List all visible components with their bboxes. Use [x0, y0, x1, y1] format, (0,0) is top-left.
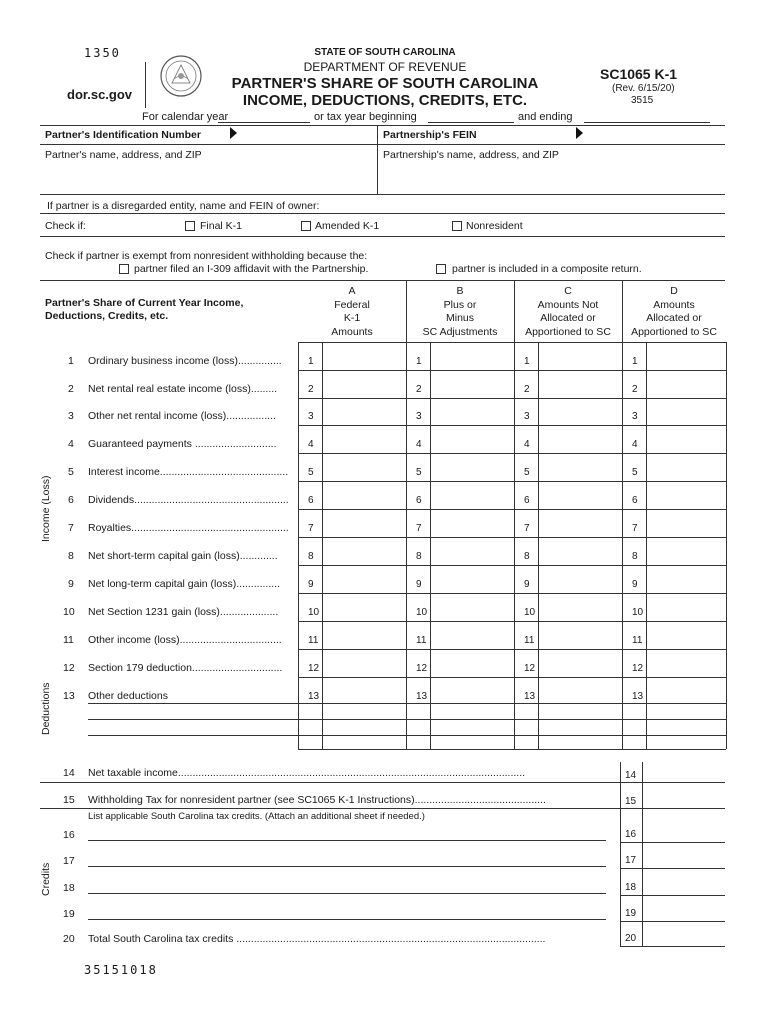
cell-line-number: 11	[632, 635, 643, 646]
row-number: 13	[63, 690, 75, 702]
line15-box-number: 15	[625, 796, 637, 807]
disregarded-entity-label: If partner is a disregarded entity, name and FEIN of owner:	[47, 200, 320, 212]
nonresident-label: Nonresident	[466, 220, 523, 232]
amount-field[interactable]	[538, 682, 622, 708]
ending-label: and ending	[518, 111, 573, 123]
cell-line-number: 10	[308, 607, 320, 618]
partnership-fein-label: Partnership's FEIN	[383, 129, 477, 141]
cell-line-number: 7	[416, 523, 422, 534]
cell-line-number: 13	[524, 691, 536, 702]
column-divider	[726, 342, 727, 749]
table-bottom-border	[298, 749, 726, 750]
line14-field[interactable]	[642, 762, 724, 782]
line20-number: 20	[63, 933, 75, 945]
credits-note: List applicable South Carolina tax credits. (Attach an additional sheet if needed.)	[88, 811, 425, 822]
row-border	[298, 398, 726, 399]
row-number: 7	[68, 522, 74, 534]
line17-box-number: 17	[625, 855, 637, 866]
cell-line-number: 3	[632, 411, 638, 422]
cell-line-number: 10	[416, 607, 428, 618]
row-label: Other net rental income (loss).................	[88, 410, 276, 422]
row-label: Net Section 1231 gain (loss)....................	[88, 606, 279, 618]
cell-line-number: 11	[308, 635, 319, 646]
row-border	[298, 509, 726, 510]
line15-number: 15	[63, 794, 75, 806]
cell-line-number: 12	[416, 663, 428, 674]
share-label-1: Partner's Share of Current Year Income,	[45, 297, 244, 309]
other-deduction-desc[interactable]	[180, 703, 295, 704]
line18-box-number: 18	[625, 882, 637, 893]
cell-line-number: 2	[632, 384, 638, 395]
cell-line-number: 8	[524, 551, 530, 562]
header-divider	[514, 280, 515, 342]
calendar-year-label: For calendar year	[142, 111, 229, 123]
line17-number: 17	[63, 855, 75, 867]
line20-border	[620, 946, 725, 947]
col-d-header: D Amounts Allocated or Apportioned to SC	[631, 285, 717, 338]
cell-line-number: 12	[308, 663, 320, 674]
cell-line-number: 3	[524, 411, 530, 422]
check-if-label: Check if:	[45, 220, 86, 232]
cell-line-number: 13	[416, 691, 428, 702]
form-revision: (Rev. 6/15/20)	[612, 83, 675, 94]
cell-line-number: 11	[416, 635, 427, 646]
column-divider	[322, 342, 323, 749]
line19-amount[interactable]	[620, 921, 725, 922]
line18-field[interactable]	[88, 893, 606, 894]
cell-line-number: 12	[632, 663, 644, 674]
cell-line-number: 6	[308, 495, 314, 506]
cell-line-number: 11	[524, 635, 535, 646]
cell-line-number: 1	[308, 356, 314, 367]
cell-line-number: 5	[524, 467, 530, 478]
cell-line-number: 4	[632, 439, 638, 450]
cell-line-number: 3	[308, 411, 314, 422]
affidavit-label: partner filed an I-309 affidavit with the Partnership.	[134, 263, 369, 275]
exempt-label: Check if partner is exempt from nonresident withholding because the:	[45, 250, 368, 262]
column-divider	[622, 342, 623, 749]
row-number: 3	[68, 410, 74, 422]
state-name: STATE OF SOUTH CAROLINA	[314, 47, 456, 58]
other-deduction-line[interactable]	[88, 735, 726, 736]
cell-line-number: 1	[632, 356, 638, 367]
cell-line-number: 12	[524, 663, 536, 674]
line15-border	[40, 808, 725, 809]
partnership-name-label: Partnership's name, address, and ZIP	[383, 149, 559, 161]
cell-line-number: 8	[308, 551, 314, 562]
cell-line-number: 6	[524, 495, 530, 506]
column-divider	[406, 342, 407, 749]
cell-line-number: 8	[416, 551, 422, 562]
form-code: 1350	[84, 46, 121, 60]
row-border	[298, 649, 726, 650]
partner-id-label: Partner's Identification Number	[45, 129, 201, 141]
footer-code: 35151018	[84, 963, 158, 977]
amount-field[interactable]	[646, 682, 726, 708]
cell-line-number: 1	[524, 356, 530, 367]
line16-amount[interactable]	[620, 842, 725, 843]
line19-number: 19	[63, 908, 75, 920]
col-b-header: B Plus or Minus SC Adjustments	[422, 285, 498, 338]
row-number: 10	[63, 606, 75, 618]
row-border	[298, 565, 726, 566]
cell-line-number: 4	[524, 439, 530, 450]
row-label: Guaranteed payments ............................	[88, 438, 277, 450]
row-border	[298, 453, 726, 454]
column-divider	[298, 342, 299, 749]
credits-box-divider-left	[620, 762, 621, 946]
cell-line-number: 7	[308, 523, 314, 534]
row-border	[298, 593, 726, 594]
row-border	[298, 677, 726, 678]
cell-line-number: 9	[632, 579, 638, 590]
cell-line-number: 10	[524, 607, 536, 618]
row-label: Net rental real estate income (loss).........	[88, 383, 278, 395]
share-label-2: Deductions, Credits, etc.	[45, 310, 169, 322]
row-number: 5	[68, 466, 74, 478]
row-number: 8	[68, 550, 74, 562]
line20-field[interactable]	[642, 926, 724, 946]
row-label: Section 179 deduction...............................	[88, 662, 283, 674]
row-label: Net long-term capital gain (loss)...............	[88, 578, 280, 590]
row-number: 4	[68, 438, 74, 450]
column-divider	[538, 342, 539, 749]
cell-line-number: 9	[308, 579, 314, 590]
line14-border	[40, 782, 725, 783]
cell-line-number: 7	[524, 523, 530, 534]
cell-line-number: 2	[308, 384, 314, 395]
form-number: 3515	[631, 95, 654, 106]
line16-box-number: 16	[625, 829, 637, 840]
column-divider	[430, 342, 431, 749]
cell-line-number: 9	[416, 579, 422, 590]
row-border	[298, 481, 726, 482]
tax-year-label: or tax year beginning	[314, 111, 417, 123]
line19-box-number: 19	[625, 908, 637, 919]
line15-label: Withholding Tax for nonresident partner (see SC1065 K-1 Instructions).............................................	[88, 794, 546, 806]
row-number: 11	[63, 634, 74, 646]
line19-field[interactable]	[88, 919, 606, 920]
cell-line-number: 9	[524, 579, 530, 590]
row-border	[298, 621, 726, 622]
line17-field[interactable]	[88, 866, 606, 867]
cell-line-number: 4	[416, 439, 422, 450]
other-deduction-line[interactable]	[88, 719, 726, 720]
cell-line-number: 3	[416, 411, 422, 422]
cell-line-number: 13	[632, 691, 644, 702]
line14-label: Net taxable income.......................................................................................................................	[88, 767, 526, 779]
line20-label: Total South Carolina tax credits ..........................................................................................................	[88, 933, 546, 945]
line18-amount[interactable]	[620, 895, 725, 896]
deductions-side-label: Deductions	[40, 682, 52, 735]
dept-name: DEPARTMENT OF REVENUE	[303, 60, 467, 74]
cell-line-number: 2	[524, 384, 530, 395]
credits-box-divider	[642, 762, 643, 946]
row-number: 6	[68, 494, 74, 506]
row-number: 2	[68, 383, 74, 395]
row-border	[298, 425, 726, 426]
line17-amount[interactable]	[620, 868, 725, 869]
cell-line-number: 4	[308, 439, 314, 450]
row-label: Dividends.....................................................	[88, 494, 289, 506]
header-divider	[406, 280, 407, 342]
cell-line-number: 10	[632, 607, 644, 618]
cell-line-number: 2	[416, 384, 422, 395]
composite-label: partner is included in a composite return.	[452, 263, 642, 275]
column-divider	[514, 342, 515, 749]
row-label: Royalties......................................................	[88, 522, 289, 534]
line20-box-number: 20	[625, 933, 637, 944]
cell-line-number: 1	[416, 356, 422, 367]
cell-line-number: 5	[416, 467, 422, 478]
cell-line-number: 6	[632, 495, 638, 506]
col-a-header: A Federal K-1 Amounts	[331, 285, 373, 338]
cell-line-number: 5	[308, 467, 314, 478]
form-id: SC1065 K-1	[600, 66, 678, 82]
line18-number: 18	[63, 882, 75, 894]
credits-side-label: Credits	[40, 862, 52, 896]
col-c-header: C Amounts Not Allocated or Apportioned to SC	[525, 285, 611, 338]
row-label: Other income (loss)...................................	[88, 634, 282, 646]
line16-number: 16	[63, 829, 75, 841]
row-label: Other deductions	[88, 690, 168, 702]
row-number: 12	[63, 662, 75, 674]
line16-field[interactable]	[88, 840, 606, 841]
row-number: 1	[68, 355, 74, 367]
cell-line-number: 6	[416, 495, 422, 506]
row-border	[298, 537, 726, 538]
form-title-2: INCOME, DEDUCTIONS, CREDITS, ETC.	[242, 92, 528, 109]
column-divider	[646, 342, 647, 749]
amount-field[interactable]	[430, 682, 514, 708]
row-number: 9	[68, 578, 74, 590]
website: dor.sc.gov	[67, 87, 133, 102]
line14-box-number: 14	[625, 770, 637, 781]
line15-field[interactable]	[642, 788, 724, 808]
amount-field[interactable]	[322, 682, 406, 708]
row-border	[298, 370, 726, 371]
form-title-1: PARTNER'S SHARE OF SOUTH CAROLINA	[231, 75, 539, 92]
final-k1-label: Final K-1	[200, 220, 243, 232]
cell-line-number: 5	[632, 467, 638, 478]
row-label: Net short-term capital gain (loss).............	[88, 550, 278, 562]
cell-line-number: 7	[632, 523, 638, 534]
income-side-label: Income (Loss)	[40, 475, 52, 542]
cell-line-number: 8	[632, 551, 638, 562]
row-label: Ordinary business income (loss)...............	[88, 355, 282, 367]
header-divider	[622, 280, 623, 342]
cell-line-number: 13	[308, 691, 320, 702]
amended-k1-label: Amended K-1	[315, 220, 380, 232]
partner-name-label: Partner's name, address, and ZIP	[45, 149, 202, 161]
row-label: Interest income............................................	[88, 466, 289, 478]
line14-number: 14	[63, 767, 75, 779]
